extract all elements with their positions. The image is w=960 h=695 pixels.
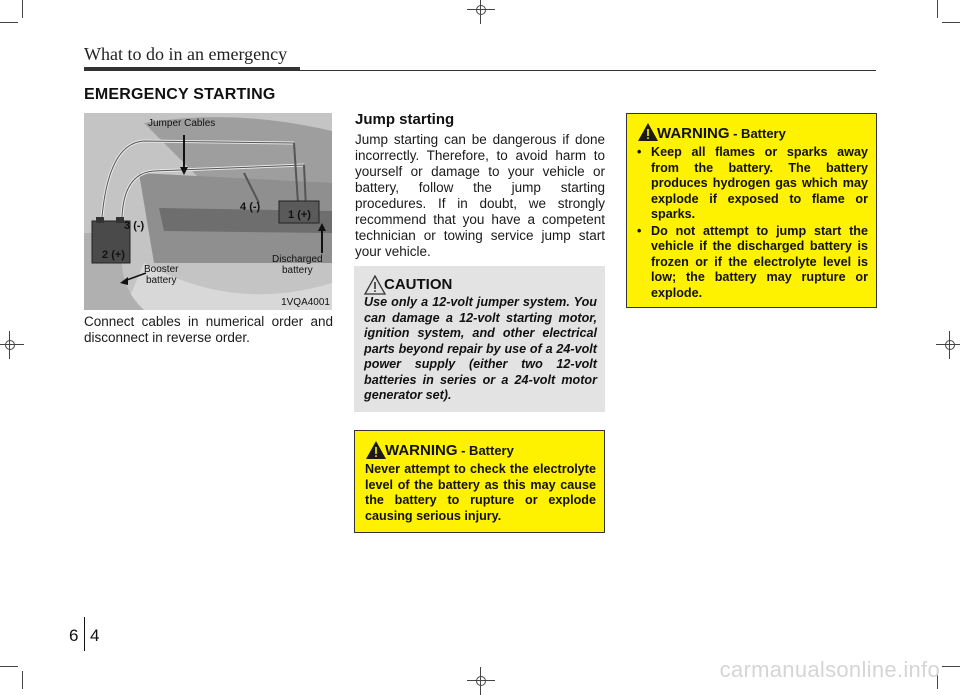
warning2-title: WARNING	[657, 125, 730, 142]
marker-3-number: 3	[124, 220, 131, 232]
discharged-battery-label	[272, 254, 323, 276]
warning-triangle-icon	[365, 440, 387, 460]
marker-2	[102, 250, 125, 261]
crop-mark	[942, 22, 960, 23]
caution-text: Use only a 12-volt jumper system. You can damage a 12-volt starting motor, ignition system, and other electrical parts beyond repair by use of a 24-volt power supply (either two 12-volt batteries in series or a 24-volt motor generator set).	[364, 295, 597, 402]
watermark: carmanualsonline.info	[719, 657, 940, 682]
section-title: EMERGENCY STARTING	[84, 86, 276, 103]
crop-mark	[942, 666, 960, 667]
marker-2-number: 2	[102, 249, 109, 261]
warning1-title: WARNING	[385, 442, 458, 459]
warning-box-flames	[626, 113, 877, 308]
caution-triangle-icon	[364, 275, 386, 295]
crop-mark	[22, 0, 23, 18]
figure-code: 1VQA4001	[281, 297, 330, 308]
booster-label-line1: Booster	[144, 264, 179, 275]
page-number-divider	[84, 617, 85, 651]
registration-mark	[473, 673, 489, 689]
crop-mark	[0, 22, 18, 23]
page-number: 4	[90, 626, 100, 645]
jump-start-illustration	[84, 113, 332, 310]
warning1-subtitle: - Battery	[457, 443, 514, 458]
registration-mark	[942, 337, 958, 353]
header-rule	[300, 70, 876, 71]
section-number: 6	[69, 626, 79, 645]
jump-starting-text: Jump starting can be dangerous if done incorrectly. Therefore, to avoid harm to yourself or damage to your vehicle or battery, follow the jump starting procedures. If in doubt, we strongly recommend that you have a competent technician or towing service jump start your vehicle.	[355, 132, 605, 259]
chapter-title: What to do in an emergency	[84, 44, 288, 64]
marker-4-number: 4	[240, 201, 247, 213]
warning-box-electrolyte	[354, 430, 605, 533]
warning1-text: Never attempt to check the electrolyte level of the battery as this may cause the battery to rupture or explode causing serious injury.	[365, 462, 596, 523]
marker-1-sign: (+)	[297, 209, 311, 221]
marker-3	[124, 221, 144, 232]
marker-2-sign: (+)	[111, 249, 125, 261]
marker-1	[288, 210, 311, 221]
discharged-label-line1: Discharged	[272, 254, 323, 265]
warning2-subtitle: - Battery	[729, 126, 786, 141]
connect-instructions: Connect cables in numerical order and disconnect in reverse order.	[84, 314, 333, 345]
warning2-heading	[657, 125, 786, 142]
jumper-cables-label: Jumper Cables	[148, 118, 216, 129]
warning1-heading	[385, 442, 514, 459]
crop-mark	[22, 671, 23, 689]
crop-mark	[937, 0, 938, 18]
warning2-item-2: • Do not attempt to jump start the vehicle if the discharged battery is frozen or if the electrolyte level is low; the battery may rupture or explode.	[637, 224, 868, 302]
marker-3-sign: (-)	[133, 220, 145, 232]
caution-box	[354, 266, 605, 412]
registration-mark	[473, 2, 489, 18]
marker-1-number: 1	[288, 209, 295, 221]
booster-label-line2: battery	[145, 275, 177, 286]
caution-title: CAUTION	[384, 276, 453, 293]
marker-4-sign: (-)	[249, 201, 261, 213]
booster-battery-label	[144, 264, 178, 286]
discharged-label-line2: battery	[282, 265, 313, 276]
warning2-list	[637, 145, 868, 302]
warning-triangle-icon	[637, 122, 659, 142]
header-rule	[84, 67, 300, 71]
warning2-item-1: • Keep all flames or sparks away from the battery. The battery produces hydrogen gas which may explode if exposed to flame or sparks.	[637, 145, 868, 223]
marker-4	[240, 202, 260, 213]
jump-starting-title: Jump starting	[355, 111, 455, 128]
registration-mark	[2, 337, 18, 353]
crop-mark	[0, 666, 18, 667]
